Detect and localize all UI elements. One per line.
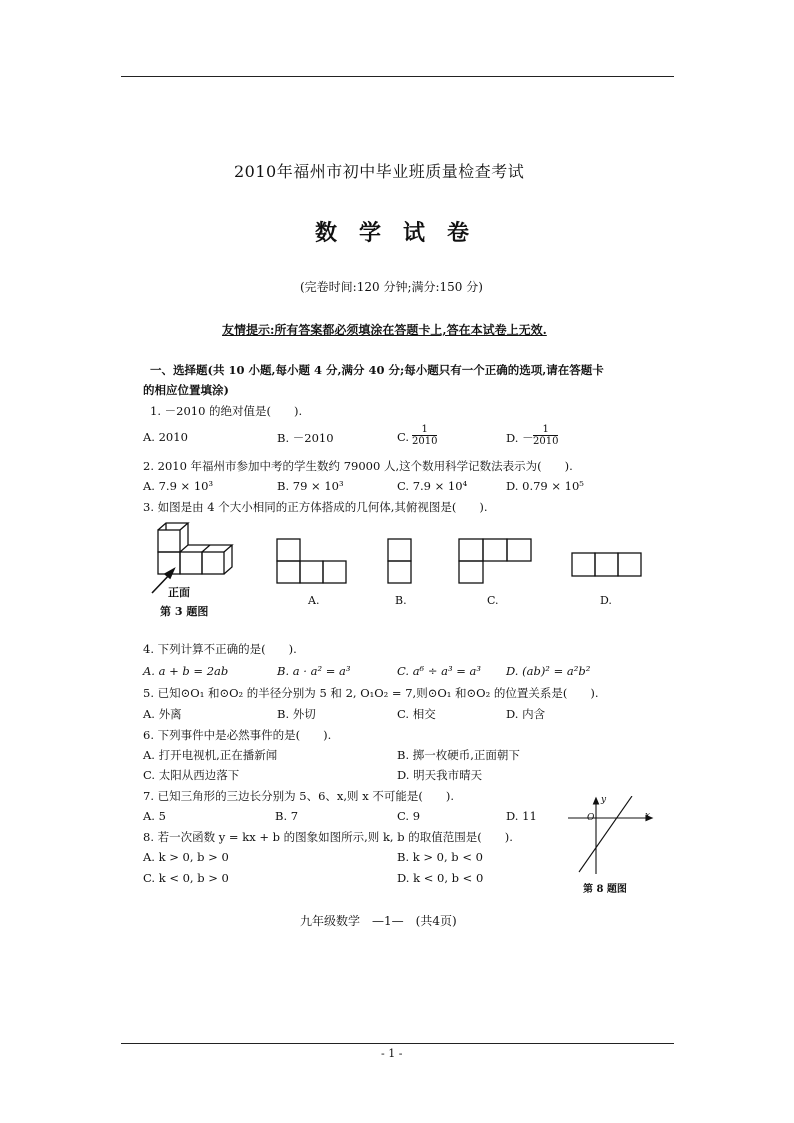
section-heading: 一、选择题(共 10 小题,每小题 4 分,满分 40 分;每小题只有一个正确的选项,请在答题卡: [150, 363, 604, 377]
q4-option-d: D. (ab)² = a²b²: [506, 664, 591, 678]
q1-option-d-prefix: D. －: [506, 431, 534, 445]
q1-option-d-fraction: [533, 424, 558, 447]
q6-option-a: A. 打开电视机,正在播新闻: [143, 748, 278, 762]
q6-option-b: B. 掷一枚硬币,正面朝下: [397, 748, 520, 762]
q8-option-d: D. k < 0, b < 0: [397, 871, 484, 885]
q3-option-b-figure: [387, 538, 413, 586]
q8-option-a: A. k > 0, b > 0: [143, 850, 229, 864]
section-heading-cont: 的相应位置填涂): [143, 383, 229, 397]
q8-graph: [566, 796, 656, 876]
q7-option-c: C. 9: [397, 809, 421, 823]
q3-option-d-figure: [571, 552, 643, 578]
q1-stem: 1. －2010 的绝对值是( ).: [150, 404, 303, 418]
q1-c-denominator: 2010: [412, 436, 438, 447]
q8-figure-caption: 第 8 题图: [583, 884, 627, 895]
q6-option-c: C. 太阳从西边落下: [143, 768, 240, 782]
q7-stem: 7. 已知三角形的三边长分别为 5、6、x,则 x 不可能是( ).: [143, 789, 454, 803]
q3-stem: 3. 如图是由 4 个大小相同的正方体搭成的几何体,其俯视图是( ).: [143, 500, 488, 514]
q8-option-c: C. k < 0, b > 0: [143, 871, 229, 885]
q1-option-a: A. 2010: [143, 430, 188, 444]
q8-origin-label: O: [587, 813, 595, 823]
q4-option-c: C. a⁶ ÷ a³ = a³: [397, 664, 481, 678]
q2-option-b: B. 79 × 10³: [277, 479, 344, 493]
q2-option-a: A. 7.9 × 10³: [143, 479, 214, 493]
q1-d-denominator: 2010: [533, 436, 559, 447]
q7-option-b: B. 7: [275, 809, 299, 823]
notice: 友情提示:所有答案都必须填涂在答题卡上,答在本试卷上无效.: [222, 323, 547, 337]
q1-option-b: B. －2010: [277, 431, 334, 445]
page-number: - 1 -: [381, 1047, 403, 1060]
q1-option-c-fraction: [412, 424, 437, 447]
q6-option-d: D. 明天我市晴天: [397, 768, 483, 782]
q2-option-c: C. 7.9 × 10⁴: [397, 479, 468, 493]
q4-option-a: A. a + b = 2ab: [143, 664, 229, 678]
q6-stem: 6. 下列事件中是必然事件的是( ).: [143, 728, 332, 742]
q3-front-label: 正面: [168, 586, 190, 599]
q5-stem: 5. 已知⊙O₁ 和⊙O₂ 的半径分别为 5 和 2, O₁O₂ = 7,则⊙O₁ 和⊙O₂ 的位置关系是( ).: [143, 686, 599, 700]
q8-x-axis-label: x: [645, 811, 651, 821]
exam-info: (完卷时间:120 分钟;满分:150 分): [300, 280, 483, 294]
q7-option-d: D. 11: [506, 809, 537, 823]
q1-option-c-prefix: C.: [397, 430, 410, 444]
q1-d-numerator: 1: [542, 424, 549, 435]
q3-option-d-label: D.: [600, 594, 612, 607]
exam-title: 2010年福州市初中毕业班质量检查考试: [234, 162, 525, 181]
q8-stem: 8. 若一次函数 y = kx + b 的图象如图所示,则 k, b 的取值范围是( ).: [143, 830, 513, 844]
q4-option-b: B. a · a² = a³: [277, 664, 351, 678]
q5-option-b: B. 外切: [277, 707, 316, 721]
q3-figure-caption: 第 3 题图: [160, 605, 209, 618]
q8-y-axis-label: y: [601, 795, 607, 805]
q1-c-numerator: 1: [421, 424, 428, 435]
q5-option-a: A. 外离: [143, 707, 182, 721]
bottom-rule: [121, 1043, 674, 1044]
q4-stem: 4. 下列计算不正确的是( ).: [143, 642, 297, 656]
q3-option-a-figure: [276, 538, 348, 586]
q3-option-a-label: A.: [308, 594, 320, 607]
q3-solid-figure: [150, 521, 245, 596]
q3-option-c-label: C.: [487, 594, 499, 607]
subject-title: 数学试卷: [315, 220, 492, 246]
q5-option-c: C. 相交: [397, 707, 436, 721]
q8-option-b: B. k > 0, b < 0: [397, 850, 483, 864]
q2-stem: 2. 2010 年福州市参加中考的学生数约 79000 人,这个数用科学记数法表示为( ).: [143, 459, 573, 473]
q5-option-d: D. 内含: [506, 707, 546, 721]
q3-option-b-label: B.: [395, 594, 407, 607]
q7-option-a: A. 5: [143, 809, 166, 823]
q2-option-d: D. 0.79 × 10⁵: [506, 479, 584, 493]
q3-option-c-figure: [458, 538, 532, 586]
page-footer-label: 九年级数学 —1— (共4页): [300, 914, 457, 928]
top-rule: [121, 76, 674, 77]
